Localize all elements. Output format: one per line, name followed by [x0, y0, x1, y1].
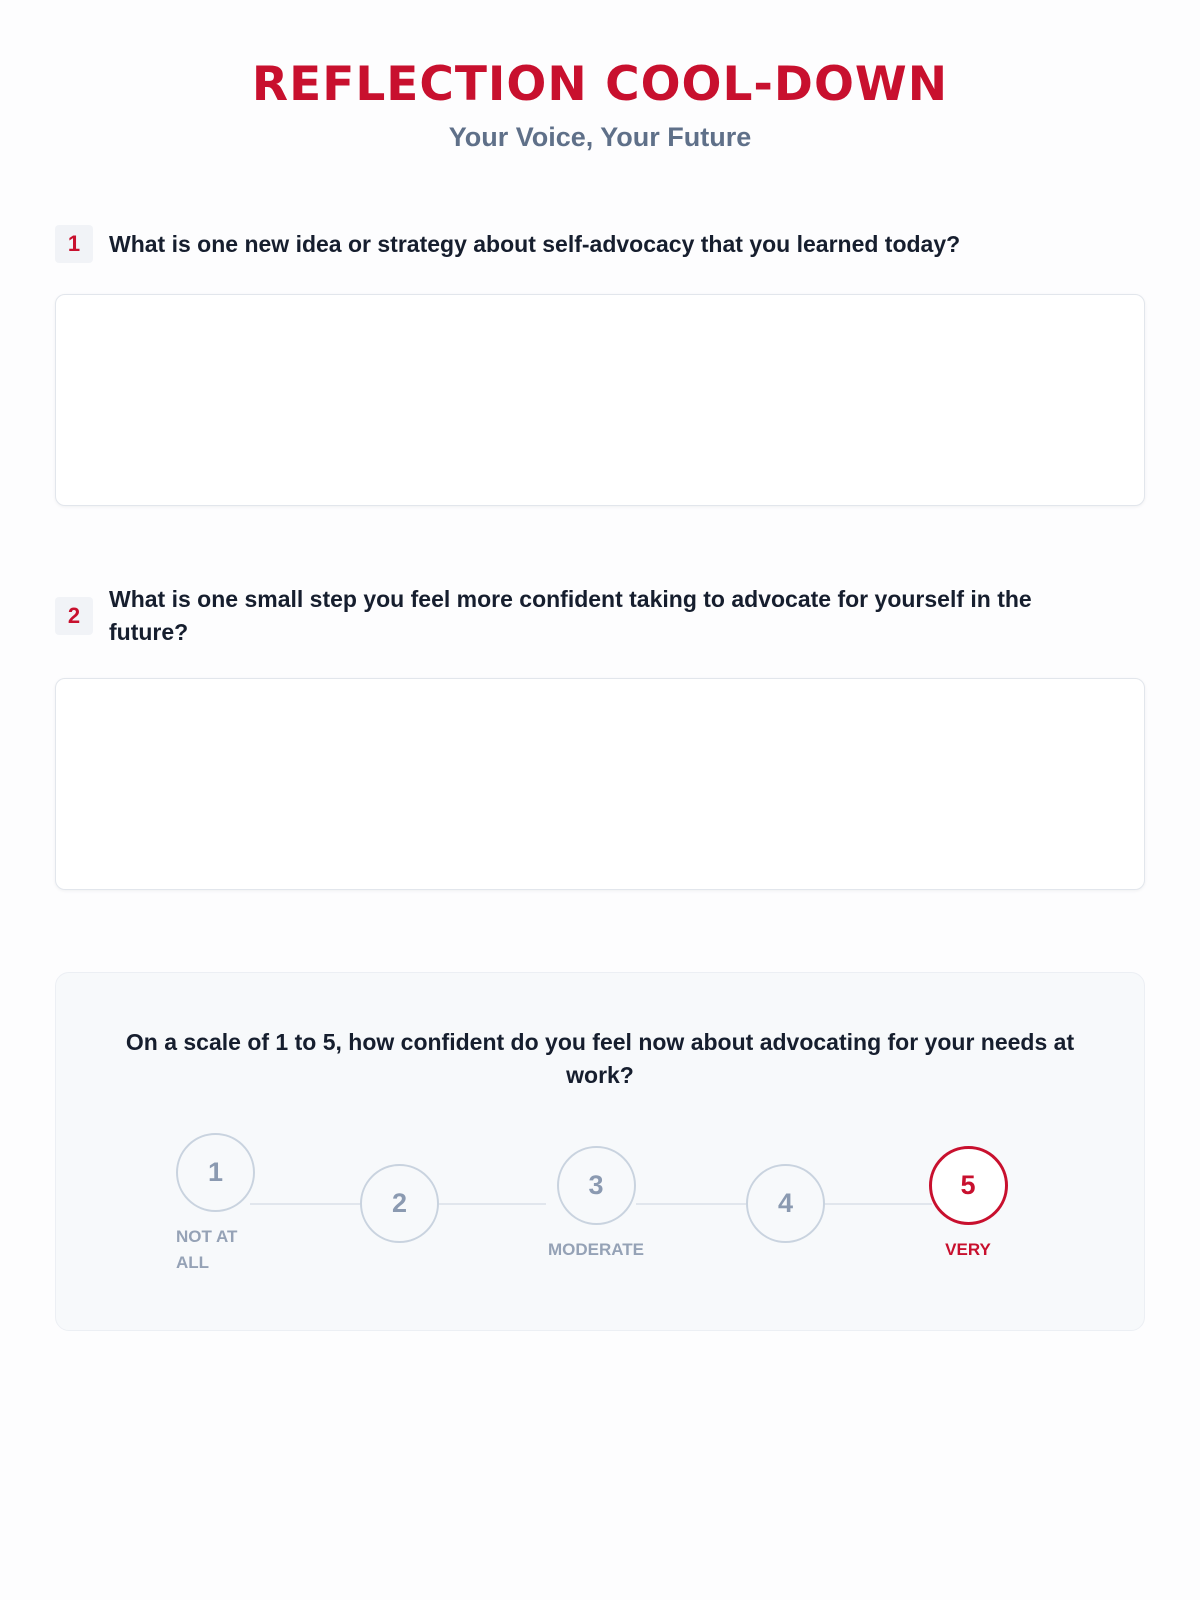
rating-circle: 3	[557, 1146, 636, 1225]
question-number-badge: 1	[55, 225, 93, 263]
rating-circle: 1	[176, 1133, 255, 1212]
question-text: What is one new idea or strategy about self-advocacy that you learned today?	[109, 230, 961, 257]
rating-circle: 2	[360, 1164, 439, 1243]
scale-connector	[822, 1203, 932, 1205]
rating-label: NOT AT ALL	[176, 1227, 238, 1272]
rating-option-3[interactable]	[546, 1146, 646, 1263]
rating-option-2[interactable]	[360, 1164, 439, 1243]
answer-input-1[interactable]	[55, 294, 1145, 506]
scale-connector	[250, 1203, 360, 1205]
confidence-scale	[56, 973, 1144, 1330]
page-header	[55, 0, 1145, 154]
page-subtitle: Your Voice, Your Future	[448, 122, 752, 152]
question-2	[55, 583, 1145, 649]
rating-option-5[interactable]	[928, 1146, 1008, 1263]
rating-circle: 5	[929, 1146, 1008, 1225]
answer-input-2[interactable]	[55, 678, 1145, 890]
rating-label: MODERATE	[547, 1240, 644, 1259]
rating-question: On a scale of 1 to 5, how confident do you feel now about advocating for your needs at work?	[125, 1029, 1075, 1088]
question-number-badge: 2	[55, 597, 93, 635]
scale-connector	[636, 1203, 746, 1205]
question-1	[55, 225, 1145, 263]
rating-label: VERY	[945, 1240, 991, 1259]
rating-circle: 4	[746, 1164, 825, 1243]
rating-option-4[interactable]	[746, 1164, 825, 1243]
scale-connector	[436, 1203, 546, 1205]
confidence-rating-card	[55, 972, 1145, 1331]
page-title: REFLECTION COOL-DOWN	[251, 57, 949, 112]
question-text: What is one small step you feel more confident taking to advocate for yourself in the future?	[109, 586, 1032, 645]
rating-option-1[interactable]	[176, 1133, 256, 1276]
